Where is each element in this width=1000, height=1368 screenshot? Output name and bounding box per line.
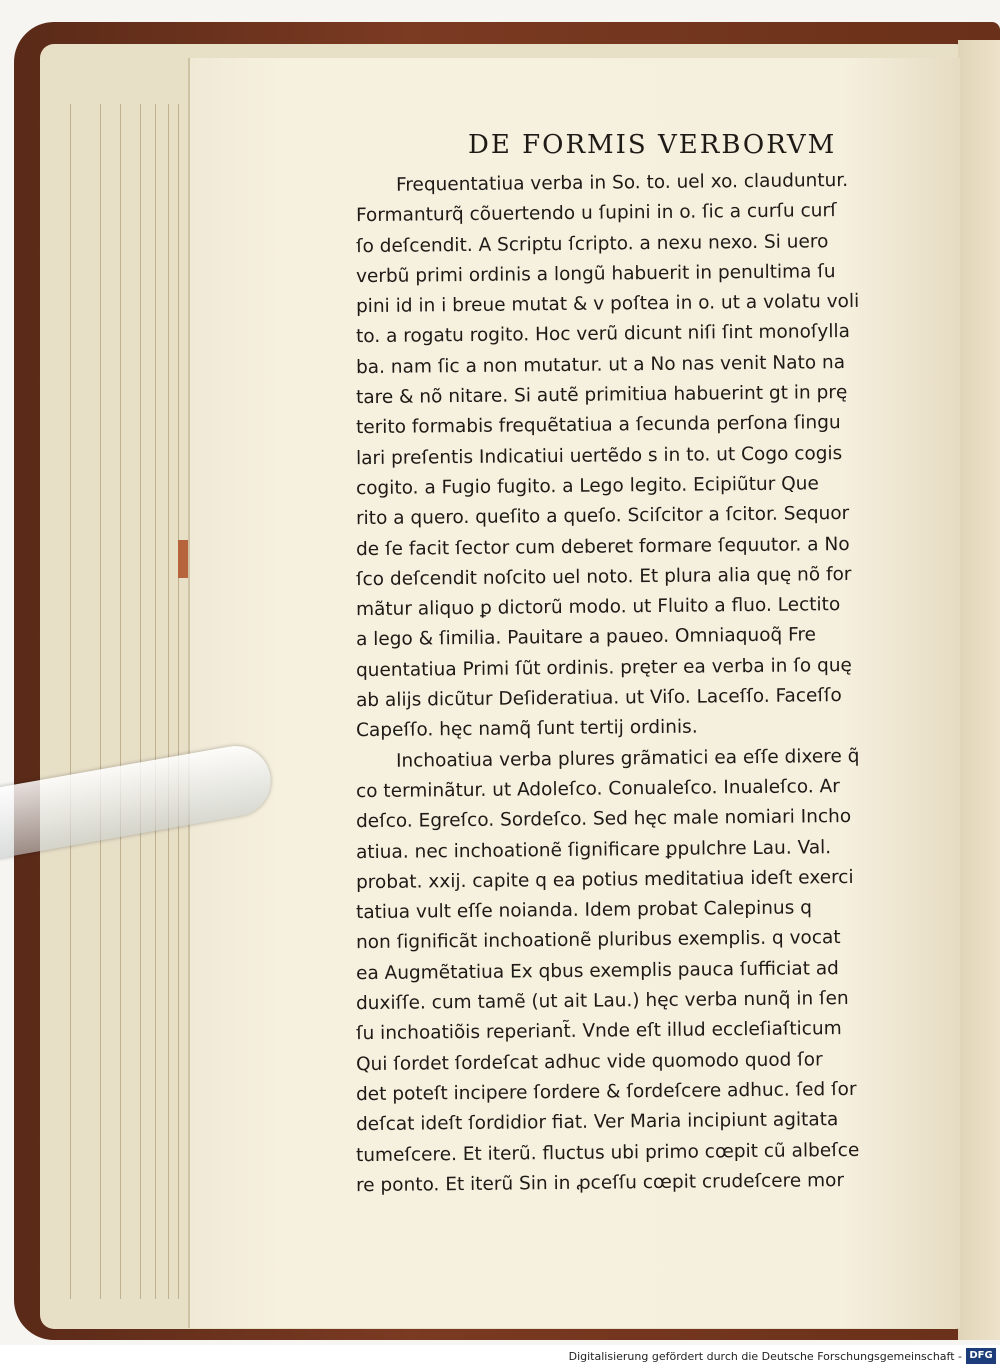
page-text — [356, 130, 956, 1198]
text-line: a lego & ſimilia. Pauitare a paueo. Omniaquoq̃ Fre — [355, 624, 817, 651]
page-edge — [120, 104, 121, 1299]
text-line: quentatiua Primi ſũt ordinis. pręter ea verba in ſo quę — [355, 654, 852, 681]
page-edge — [70, 104, 71, 1299]
page-edge — [140, 104, 141, 1299]
page-heading: DE FORMIS VERBORVM — [468, 130, 837, 160]
page-edge — [178, 104, 179, 1299]
text-line: ſo deſcendit. A Scriptu ſcripto. a nexu nexo. Si uero — [355, 230, 829, 257]
text-line: terito formabis frequẽtatiua a ſecunda perſona ſingu — [355, 412, 841, 439]
text-line: det poteſt incipere ſordere & ſordeſcere adhuc. ſed ſor — [355, 1078, 857, 1106]
page-edge — [155, 104, 156, 1299]
text-line: tatiua vult eſſe noianda. Idem probat Calepinus q — [355, 897, 813, 924]
text-line: ſco deſcendit noſcito uel noto. Et plura alia quę nõ for — [355, 563, 852, 591]
text-line: pini id in i breue mutat & v poſtea in o. ut a volatu voli — [355, 291, 860, 318]
text-line: tare & nõ nitare. Si autẽ primitiua habuerint gt in prę — [355, 382, 848, 409]
text-line: rito a quero. queſito a queſo. Sciſcitor a ſcitor. Sequor — [355, 503, 850, 530]
text-line: ba. nam ſic a non mutatur. ut a No nas venit Nato na — [355, 351, 846, 378]
text-line: co terminãtur. ut Adoleſco. Conualeſco. Inualeſco. Ar — [355, 776, 840, 803]
text-line: cogito. a Fugio fugito. a Lego legito. Ecipiũtur Que — [355, 473, 819, 500]
text-line: Qui ſordet ſordeſcat adhuc vide quomodo quod ſor — [355, 1048, 823, 1075]
dfg-logo: DFG — [966, 1348, 996, 1364]
text-line: tumeſcere. Et iterũ. fluctus ubi primo cœpit cũ albeſce — [355, 1139, 860, 1166]
text-line: lari preſentis Indicatiui uertẽdo s in to. ut Cogo cogis — [355, 442, 843, 469]
text-line: deſcat ideſt ſordidior fiat. Ver Maria incipiunt agitata — [355, 1109, 839, 1136]
text-line: deſco. Egreſco. Sordeſco. Sed hęc male nomiari Incho — [355, 806, 852, 833]
text-lines — [356, 168, 956, 1198]
text-line: Capeſſo. hęc namq̃ ſunt tertij ordinis. — [355, 716, 698, 742]
text-line: Inchoatiua verba plures grãmatici ea eſſe dixere q̃ — [395, 745, 860, 772]
text-line: atiua. nec inchoationẽ ſignificare ꝑpulchre Lau. Val. — [355, 836, 832, 863]
page-edge — [168, 104, 169, 1299]
text-line: duxiſſe. cum tamẽ (ut ait Lau.) hęc verba nunq̃ in ſen — [355, 987, 849, 1015]
text-line: probat. xxij. capite q ea potius meditatiua ideſt exerci — [355, 866, 854, 893]
footer — [0, 1345, 1000, 1368]
facing-page-edge — [958, 40, 1000, 1340]
page-edge — [100, 104, 101, 1299]
text-line: verbũ primi ordinis a longũ habuerit in penultima ſu — [355, 261, 836, 288]
text-line: ab alijs dicũtur Deſideratiua. ut Viſo. Laceſſo. Faceſſo — [355, 685, 842, 712]
text-line: mãtur aliquo ꝑ dictorũ modo. ut Fluito a fluo. Lectito — [355, 594, 841, 621]
text-line: non ſignificãt inchoationẽ pluribus exemplis. q vocat — [355, 927, 841, 954]
text-line: ſu inchoatiõis reperiant̃. Vnde eſt illud eccleſiaſticum — [355, 1018, 842, 1045]
text-line: Formanturq̃ cõuertendo u ſupini in o. ſic a curſu curſ — [355, 200, 837, 227]
text-line: to. a rogatu rogito. Hoc verũ dicunt niſi ſint monoſylla — [355, 321, 851, 348]
text-line: re ponto. Et iterũ Sin in ꝓceſſu cœpit crudeſcere mor — [355, 1169, 845, 1196]
text-line: Frequentatiua verba in So. to. uel xo. clauduntur. — [395, 169, 849, 196]
text-line: de ſe facit ſector cum deberet formare ſequutor. a No — [355, 533, 850, 560]
text-line: ea Augmẽtatiua Ex qbus exemplis pauca ſufficiat ad — [355, 957, 839, 984]
funding-credit: Digitalisierung gefördert durch die Deutsche Forschungsgemeinschaft - — [568, 1350, 962, 1363]
